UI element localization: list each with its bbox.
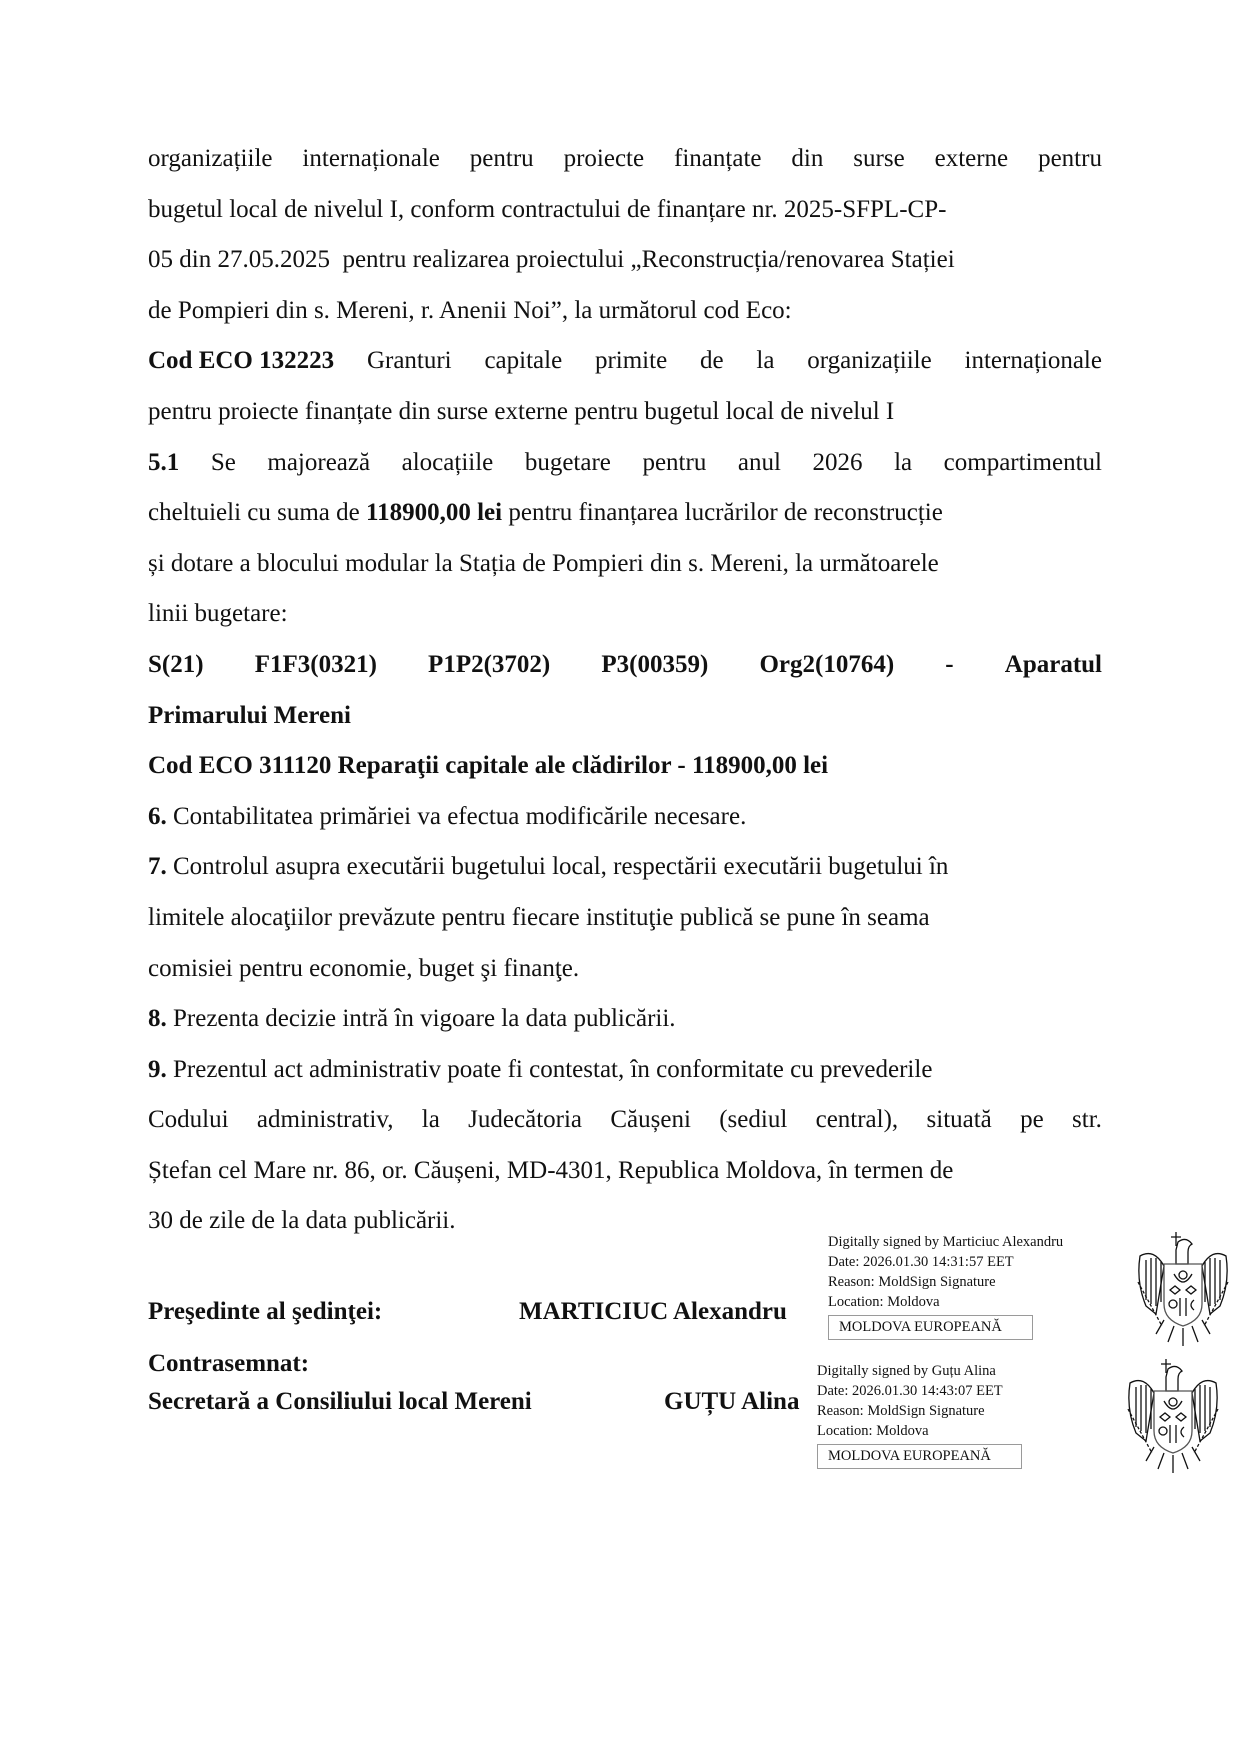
word: internaționale: [964, 347, 1102, 375]
countersigned-label: Contrasemnat:: [148, 1350, 310, 1377]
text: Prezenta decizie intră în vigoare la data publicării.: [166, 1005, 676, 1033]
word: Se: [210, 448, 236, 476]
paragraph-line: [148, 399, 1102, 450]
word: surse: [853, 145, 905, 172]
word: Codului: [148, 1106, 229, 1134]
budget-code: Aparatul: [1004, 650, 1102, 678]
text: Cod ECO 311120 Reparaţii capitale ale clădirilor - 118900,00 lei: [148, 752, 829, 780]
paragraph-line: [148, 956, 1102, 1007]
president-name: MARTICIUC Alexandru: [519, 1298, 787, 1325]
budget-code: -: [945, 650, 954, 678]
president-label: Preşedinte al şedinţei:: [148, 1298, 383, 1325]
word: la: [756, 347, 775, 375]
word: anul: [737, 448, 781, 476]
word: pentru: [469, 145, 534, 172]
moldova-coat-of-arms-icon: [1124, 1354, 1222, 1476]
section-number: 8.: [148, 1005, 167, 1033]
digital-signature-marticiuc[interactable]: [828, 1232, 1063, 1340]
text: Primarului Mereni: [148, 701, 351, 729]
section-5-1-line: [148, 450, 1102, 501]
word: pe: [1020, 1106, 1044, 1134]
signature-stamp: MOLDOVA EUROPEANĂ: [817, 1444, 1022, 1469]
budget-code: S(21): [148, 650, 204, 678]
word: de: [699, 347, 724, 375]
amount: 118900,00 lei: [365, 499, 503, 527]
text: bugetul local de nivelul I, conform contractului de finanțare nr. 2025-SFPL-CP-: [148, 195, 947, 223]
eco-code: Cod ECO 132223: [148, 347, 335, 375]
text: cheltuieli cu suma de: [148, 499, 366, 527]
secretary-name: GUȚU Alina: [664, 1388, 800, 1415]
text: 05 din 27.05.2025 pentru realizarea proiectului „Reconstrucția/renovarea Stației: [148, 246, 955, 274]
word: 2026: [812, 448, 863, 476]
budget-code: F1F3(0321): [254, 650, 377, 678]
paragraph-line: [148, 905, 1102, 956]
text: de Pompieri din s. Mereni, r. Anenii Noi”, la următorul cod Eco:: [148, 296, 792, 324]
paragraph-line: [148, 551, 1102, 602]
budget-code: Org2(10764): [759, 650, 895, 678]
word: central),: [815, 1106, 899, 1134]
section-number: 6.: [148, 802, 167, 830]
word: majorează: [267, 448, 371, 476]
signed-by: Digitally signed by Guțu Alina: [817, 1363, 996, 1379]
word: capitale: [484, 347, 563, 375]
word: finanțate: [674, 145, 762, 172]
word: pentru: [642, 448, 707, 476]
text: limitele alocaţiilor prevăzute pentru fiecare instituţie publică se pune în seama: [148, 903, 930, 931]
word: str.: [1072, 1106, 1102, 1134]
text: Prezentul act administrativ poate fi contestat, în conformitate cu prevederile: [166, 1055, 933, 1083]
paragraph-line: [148, 601, 1102, 652]
section-9: [148, 1057, 1102, 1108]
text: și dotare a blocului modular la Stația de Pompieri din s. Mereni, la următoarele: [148, 549, 939, 577]
word: la: [894, 448, 913, 476]
signature-reason: Reason: MoldSign Signature: [817, 1403, 985, 1419]
section-number: 7.: [148, 853, 167, 881]
eco-311120-line: [148, 753, 1102, 804]
word: organizațiile: [148, 145, 273, 172]
paragraph-line: [148, 500, 1102, 551]
signature-reason: Reason: MoldSign Signature: [828, 1274, 996, 1290]
eco-code-line: [148, 348, 1102, 399]
word: alocațiile: [401, 448, 494, 476]
secretary-label: Secretară a Consiliului local Mereni: [148, 1388, 532, 1415]
digital-signature-gutu[interactable]: [817, 1361, 1022, 1469]
word: organizațiile: [807, 347, 932, 375]
text: 30 de zile de la data publicării.: [148, 1207, 456, 1235]
section-6: [148, 804, 1102, 855]
section-8: [148, 1006, 1102, 1057]
text: linii bugetare:: [148, 600, 288, 628]
signature-date: Date: 2026.01.30 14:31:57 EET: [828, 1254, 1014, 1270]
paragraph-line: [148, 197, 1102, 248]
text: Controlul asupra executării bugetului local, respectării executării bugetului în: [166, 853, 949, 881]
moldova-coat-of-arms-icon: [1134, 1228, 1232, 1348]
word: proiecte: [563, 145, 645, 172]
word: la: [421, 1106, 440, 1134]
paragraph-line: [148, 146, 1102, 197]
word: situată: [926, 1106, 992, 1134]
word: Judecătoria: [468, 1106, 583, 1134]
signature-date: Date: 2026.01.30 14:43:07 EET: [817, 1383, 1003, 1399]
budget-line-codes: [148, 652, 1102, 703]
word: internaționale: [302, 145, 440, 172]
signature-location: Location: Moldova: [817, 1423, 929, 1439]
text: pentru proiecte finanțate din surse externe pentru bugetul local de nivelul I: [148, 397, 895, 425]
paragraph-line: [148, 703, 1102, 754]
word: Căușeni: [610, 1106, 691, 1134]
text: Contabilitatea primăriei va efectua modificările necesare.: [166, 802, 747, 830]
text: comisiei pentru economie, buget şi finanţe.: [148, 954, 580, 982]
word: compartimentul: [943, 448, 1102, 476]
paragraph-line: [148, 298, 1102, 349]
section-7: [148, 854, 1102, 905]
budget-code: P1P2(3702): [428, 650, 551, 678]
word: (sediul: [719, 1106, 788, 1134]
paragraph-line: [148, 1107, 1102, 1158]
signed-by: Digitally signed by Marticiuc Alexandru: [828, 1234, 1064, 1250]
section-number: 9.: [148, 1055, 167, 1083]
word: Granturi: [366, 347, 452, 375]
signature-location: Location: Moldova: [828, 1294, 940, 1310]
word: externe: [934, 145, 1009, 172]
budget-code: P3(00359): [601, 650, 709, 678]
word: din: [791, 145, 824, 172]
text: Ștefan cel Mare nr. 86, or. Căușeni, MD-4301, Republica Moldova, în termen de: [148, 1156, 954, 1184]
word: primite: [594, 347, 668, 375]
paragraph-line: [148, 1158, 1102, 1209]
word: bugetare: [524, 448, 611, 476]
word: pentru: [1038, 145, 1102, 172]
section-number: 5.1: [148, 448, 180, 476]
signature-stamp: MOLDOVA EUROPEANĂ: [828, 1315, 1033, 1340]
paragraph-line: [148, 247, 1102, 298]
decision-body: [148, 146, 1102, 1259]
text: pentru finanțarea lucrărilor de reconstrucție: [502, 499, 943, 527]
word: administrativ,: [256, 1106, 394, 1134]
